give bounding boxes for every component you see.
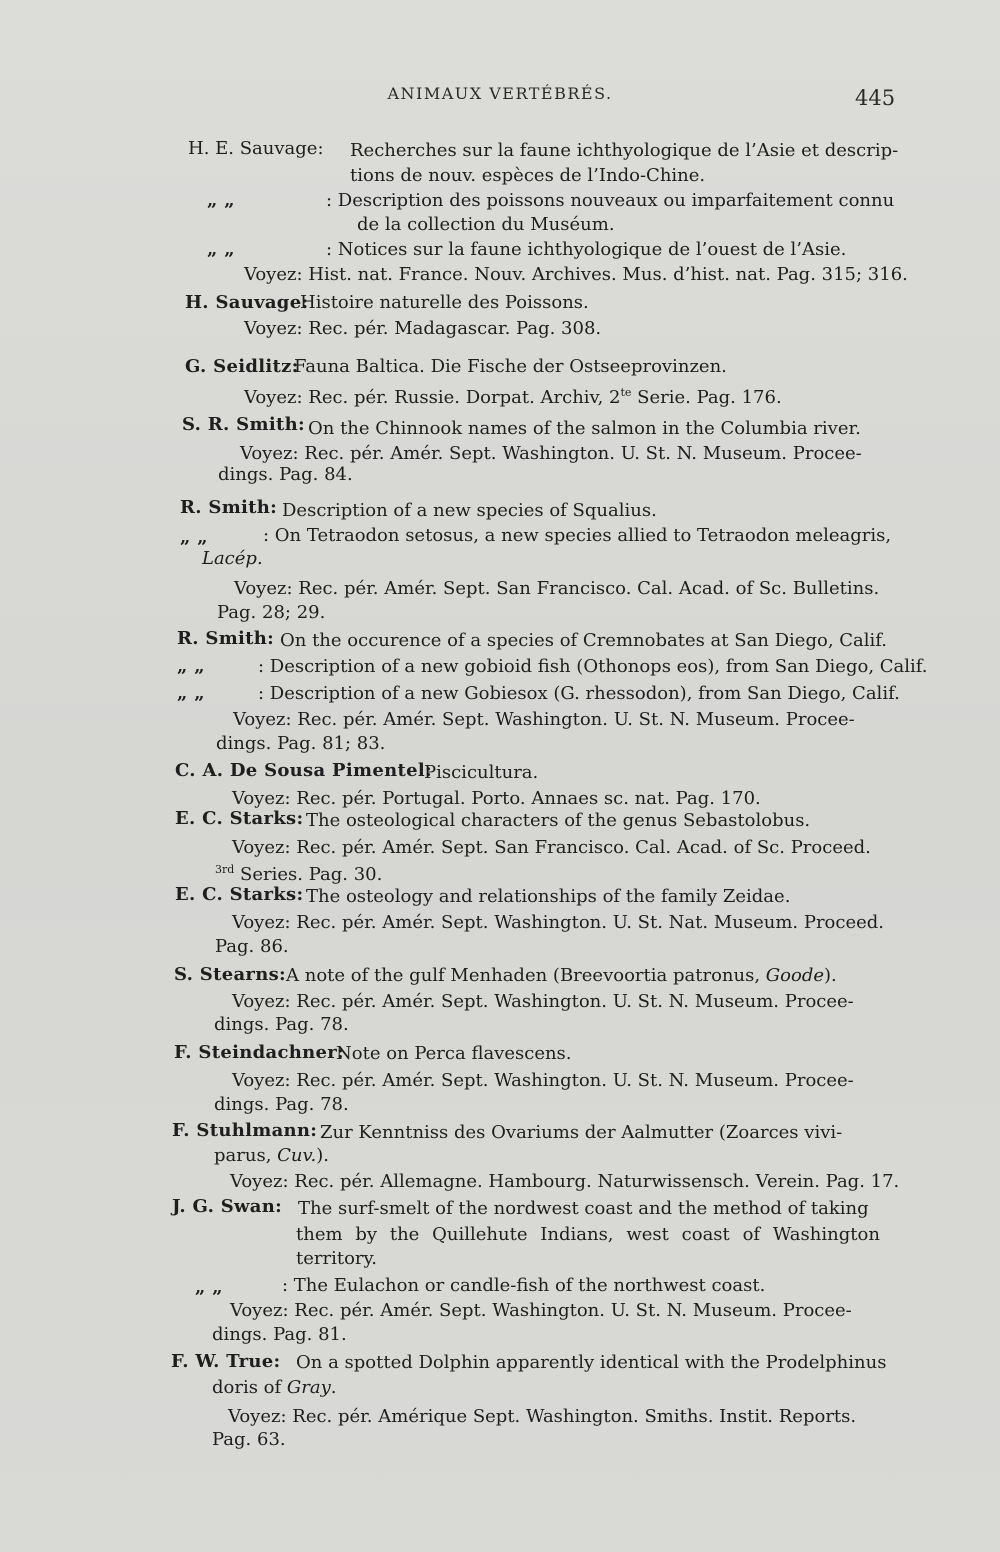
entry-title: On the Chinnook names of the salmon in the Columbia river. <box>308 418 861 439</box>
entry-reference: Voyez: Rec. pér. Portugal. Porto. Annaes sc. nat. Pag. 170. <box>232 788 761 809</box>
word: by <box>355 1224 378 1245</box>
entry-reference: $^{3rd}$ Series. Pag. 30. <box>215 863 383 885</box>
entry-reference: Voyez: Hist. nat. France. Nouv. Archives. Mus. d’hist. nat. Pag. 315; 316. <box>244 264 908 285</box>
word: them <box>296 1224 343 1245</box>
word: Washington <box>772 1224 880 1245</box>
entry-title: The surf-smelt of the nordwest coast and the method of taking <box>298 1198 869 1219</box>
entry-title: A note of the gulf Menhaden (Breevoortia patronus, Goode). <box>286 965 837 986</box>
entry-title: doris of Gray. <box>212 1377 337 1398</box>
word: Quillehute <box>432 1224 528 1245</box>
entry-author: R. Smith: <box>177 628 275 649</box>
word: coast <box>681 1224 730 1245</box>
entry-reference: Voyez: Rec. pér. Madagascar. Pag. 308. <box>244 318 602 339</box>
entry-reference: Pag. 86. <box>215 936 289 957</box>
entry-title: Description of a new species of Squalius. <box>282 500 657 521</box>
entry-reference: dings. Pag. 81. <box>212 1324 347 1345</box>
entry-title: The osteological characters of the genus Sebastolobus. <box>306 810 811 831</box>
entry-author: R. Smith: <box>180 497 278 518</box>
entry-reference: dings. Pag. 81; 83. <box>216 733 386 754</box>
entry-title: Histoire naturelle des Poissons. <box>300 292 589 313</box>
word: of <box>742 1224 761 1245</box>
word: west <box>626 1224 669 1245</box>
ditto-mark: „ „ <box>207 190 235 211</box>
entry-author: E. C. Starks: <box>175 808 304 829</box>
entry-reference: Voyez: Rec. pér. Russie. Dorpat. Archiv, $2^{te}$ Serie. Pag. 176. <box>244 386 782 408</box>
entry-reference: dings. Pag. 78. <box>214 1094 349 1115</box>
entry-author: F. W. True: <box>171 1351 281 1372</box>
entry-title: : The Eulachon or candle-fish of the northwest coast. <box>282 1275 766 1296</box>
word: the <box>389 1224 420 1245</box>
entry-author: F. Stuhlmann: <box>172 1120 318 1141</box>
entry-title: : Description of a new Gobiesox (G. rhessodon), from San Diego, Calif. <box>258 683 900 704</box>
entry-author: F. Steindachner: <box>174 1042 344 1063</box>
ditto-mark: „ „ <box>207 239 235 260</box>
entry-reference: Voyez: Rec. pér. Amér. Sept. Washington. U. St. N. Museum. Procee- <box>232 1070 854 1091</box>
entry-reference: Voyez: Rec. pér. Amér. Sept. Washington. U. St. N. Museum. Procee- <box>233 709 855 730</box>
entry-reference: Voyez: Rec. pér. Allemagne. Hambourg. Naturwissensch. Verein. Pag. 17. <box>230 1171 900 1192</box>
entry-title: de la collection du Muséum. <box>357 214 615 235</box>
entry-title: The osteology and relationships of the family Zeidae. <box>306 886 791 907</box>
word: Indians, <box>540 1224 614 1245</box>
entry-reference: dings. Pag. 78. <box>214 1014 349 1035</box>
page-number: 445 <box>855 86 896 110</box>
entry-title: tions de nouv. espèces de l’Indo-Chine. <box>350 165 706 186</box>
entry-author: E. C. Starks: <box>175 884 304 905</box>
entry-title: parus, Cuv.). <box>214 1145 330 1166</box>
entry-author: S. R. Smith: <box>182 414 305 435</box>
entry-title: : Notices sur la faune ichthyologique de l’ouest de l’Asie. <box>326 239 847 260</box>
entry-reference: Voyez: Rec. pér. Amérique Sept. Washington. Smiths. Instit. Reports. <box>228 1406 857 1427</box>
entry-reference: Voyez: Rec. pér. Amér. Sept. San Francisco. Cal. Acad. of Sc. Bulletins. <box>234 578 880 599</box>
entry-author: S. Stearns: <box>174 964 286 985</box>
entry-reference: Voyez: Rec. pér. Amér. Sept. Washington. U. St. N. Museum. Procee- <box>230 1300 852 1321</box>
entry-title <box>296 1224 880 1246</box>
ditto-mark: „ „ <box>180 527 208 548</box>
entry-title: Note on Perca flavescens. <box>336 1043 572 1064</box>
entry-reference: dings. Pag. 84. <box>218 464 353 485</box>
entry-title-italic: Lacép. <box>202 548 263 569</box>
entry-title: territory. <box>296 1248 378 1269</box>
entry-reference: Pag. 63. <box>212 1429 286 1450</box>
entry-title: On the occurence of a species of Cremnobates at San Diego, Calif. <box>280 630 888 651</box>
entry-title: : Description of a new gobioid fish (Othonops eos), from San Diego, Calif. <box>258 656 928 677</box>
entry-author: J. G. Swan: <box>172 1196 283 1217</box>
entry-author: C. A. De Sousa Pimentel: <box>175 760 432 781</box>
entry-reference: Voyez: Rec. pér. Amér. Sept. San Francisco. Cal. Acad. of Sc. Proceed. <box>232 837 871 858</box>
entry-author: H. Sauvage: <box>185 292 309 313</box>
entry-title: On a spotted Dolphin apparently identical with the Prodelphinus <box>296 1352 887 1373</box>
entry-title: Recherches sur la faune ichthyologique de l’Asie et descrip- <box>350 140 899 161</box>
entry-reference: Voyez: Rec. pér. Amér. Sept. Washington. U. St. N. Museum. Procee- <box>232 991 854 1012</box>
entry-reference: Voyez: Rec. pér. Amér. Sept. Washington. U. St. N. Museum. Procee- <box>240 443 862 464</box>
running-header: ANIMAUX VERTÉBRÉS. <box>387 84 613 103</box>
ditto-mark: „ „ <box>177 683 205 704</box>
entry-title: Zur Kenntniss des Ovariums der Aalmutter (Zoarces vivi- <box>320 1122 843 1143</box>
ditto-mark: „ „ <box>177 656 205 677</box>
entry-title: : On Tetraodon setosus, a new species allied to Tetraodon meleagris, <box>263 525 892 546</box>
entry-title: Fauna Baltica. Die Fische der Ostseeprovinzen. <box>294 356 727 377</box>
entry-title: : Description des poissons nouveaux ou imparfaitement connu <box>326 190 895 211</box>
entry-author: H. E. Sauvage: <box>188 138 324 159</box>
ditto-mark: „ „ <box>195 1277 223 1298</box>
entry-author: G. Seidlitz: <box>185 356 299 377</box>
entry-reference: Pag. 28; 29. <box>217 602 326 623</box>
entry-reference: Voyez: Rec. pér. Amér. Sept. Washington. U. St. Nat. Museum. Proceed. <box>232 912 885 933</box>
entry-title: Piscicultura. <box>424 762 539 783</box>
